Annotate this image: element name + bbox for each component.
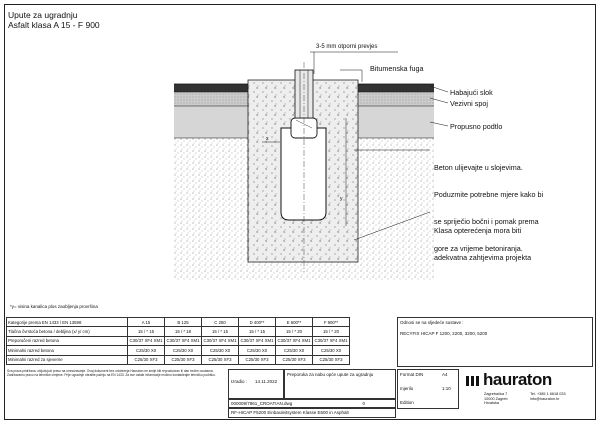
label-base: Propusno podtlo xyxy=(450,122,503,131)
format-box: Format DIN A4 mjerilo 1:10 Edition xyxy=(397,369,459,409)
table-row: Minimalni razred za sjeverne C25/30 XF3 C25/30 XF3 C25/30 XF3 C25/30 XF3 C25/30 XF3 C25/30 XF3 xyxy=(7,355,350,364)
file-name: RF-HICAP F5200 Einbauleitsystem Klasse E600 in Asphalt xyxy=(228,408,396,418)
company-contact: Tel. +385 1 6618 033 info@hauraton.hr xyxy=(530,392,566,401)
company-address: Zagrebačka 7 10000 Zagreb Hrvatska xyxy=(484,392,508,405)
label-load-class: Klasa opterećenja mora biti adekvatna zahtjevima projekta xyxy=(434,226,532,262)
product-text: RECYFIX HICAP F 1200, 2200, 3200, 5200 xyxy=(400,331,488,336)
label-gap: 3-5 mm otporni prevjes xyxy=(316,44,378,50)
table-row: Preporučeni razred betona C30/37 XF4 XM1 C30/37 XF4 XM1 C30/37 XF4 XM1 C30/37 XF4 XM1 C30/37 XF4 XM1 C30/37 XF4 XM1 xyxy=(7,336,350,345)
drawing-number: 000009/7861_CROATIAN.dwg 0 xyxy=(228,399,396,408)
table-header-row: Kategorije prema EN 1433 / EN 13598 A 15 B 125 C 250 D 400** E 600** F 900** xyxy=(7,318,350,327)
label-wear: Habajući slok xyxy=(450,88,493,97)
title-line-2: Asfalt klasa A 15 - F 900 xyxy=(8,20,100,30)
dim-y: y xyxy=(340,196,343,202)
label-binder: Vezivni spoj xyxy=(450,99,488,108)
channel-body xyxy=(281,128,326,220)
company-logo: hauraton xyxy=(483,370,552,389)
product-heading: Odnosi se na sljedeće sustave : xyxy=(400,320,464,325)
hauraton-logo-icon xyxy=(465,373,481,389)
label-concrete: Beton ulijevajte u slojevima. Poduzmite potrebne mjere kako bi se spriječio bočni i pomak prema gore za vrijeme betoniranja. xyxy=(434,163,544,253)
spec-table xyxy=(6,317,350,365)
legal-notice: Sva prava pridržana, uključujući pravo na umnožavanje. Ovaj dokument bez odobrenja Hauraton ne smije biti reproduciran ili dan trećim osobama. Zadržavamo pravo na tehničke izmjene. Prije ugradnje obratite pažnju na EN 1433. Za sve ostale informacije molimo kontaktirajte tehničku podršku. xyxy=(7,369,216,377)
footnote: *y= visina kanalica plus zaobljenja provršina xyxy=(10,304,98,309)
date-box: Izradio : 14.11.2022 xyxy=(228,369,284,399)
description-box: Preporuka za nabu opće upute za ugradnju xyxy=(284,369,396,399)
table-row: Minimalni razred betona C25/30 X0 C25/30 X0 C25/30 X0 C25/30 X0 C25/30 X0 C25/30 X0 xyxy=(7,346,350,355)
title-line-1: Upute za ugradnju xyxy=(8,10,78,20)
product-box xyxy=(397,317,593,367)
dim-x: x xyxy=(266,136,269,142)
table-row: Tlačna čvrstoća betona / debljina (x/ y/ cm) 15 / * 15 15 / * 18 15 / * 15 15 / * 15 15 / * 20 15 / * 20 xyxy=(7,327,350,336)
label-bitumen: Bitumenska fuga xyxy=(370,64,424,73)
